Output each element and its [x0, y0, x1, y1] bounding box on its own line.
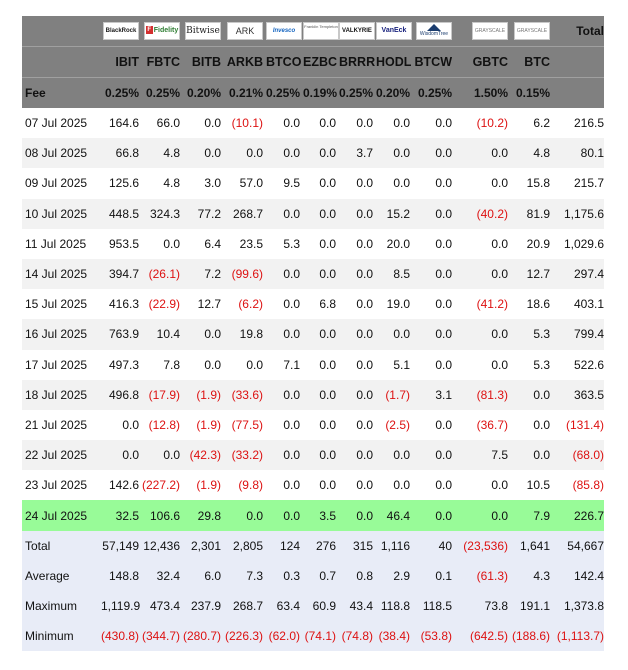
flow-cell: 0.0 — [339, 229, 376, 259]
flow-cell: (17.9) — [142, 380, 183, 410]
flow-cell: 12,436 — [142, 531, 183, 561]
row-total-cell: 54,667 — [553, 531, 604, 561]
fee-cell: 0.25% — [266, 78, 303, 109]
ticker-cell: BTCW — [413, 47, 455, 78]
flow-cell: 315 — [339, 531, 376, 561]
flow-cell: 15.8 — [511, 168, 553, 198]
flow-cell: 73.8 — [455, 591, 511, 621]
flow-cell: 29.8 — [183, 500, 224, 530]
date-cell: 11 Jul 2025 — [22, 229, 101, 259]
summary-row — [22, 531, 604, 561]
summary-label: Minimum — [22, 621, 101, 651]
flow-cell: 19.0 — [376, 289, 413, 319]
flow-cell: 0.0 — [183, 319, 224, 349]
flow-cell: (6.2) — [224, 289, 266, 319]
flow-cell: 0.0 — [303, 138, 339, 168]
ticker-cell: GBTC — [455, 47, 511, 78]
etf-flow-table — [22, 16, 604, 651]
flow-cell: 118.8 — [376, 591, 413, 621]
flow-cell: 1,116 — [376, 531, 413, 561]
flow-cell: 0.0 — [303, 259, 339, 289]
flow-cell: 7.8 — [142, 350, 183, 380]
flow-cell: 0.0 — [455, 229, 511, 259]
flow-cell: 5.3 — [511, 350, 553, 380]
flow-cell: 191.1 — [511, 591, 553, 621]
valkyrie-logo: VALKYRIE — [339, 22, 375, 40]
flow-cell: 0.0 — [339, 319, 376, 349]
row-total-cell: 522.6 — [553, 350, 604, 380]
flow-cell: 63.4 — [266, 591, 303, 621]
flow-cell: 32.5 — [101, 500, 142, 530]
row-total-cell: 799.4 — [553, 319, 604, 349]
flow-cell: 0.0 — [266, 289, 303, 319]
flow-cell: 0.0 — [266, 138, 303, 168]
data-row — [22, 259, 604, 289]
flow-cell: (1.7) — [376, 380, 413, 410]
flow-cell: (22.9) — [142, 289, 183, 319]
flow-cell: 15.2 — [376, 199, 413, 229]
date-cell: 23 Jul 2025 — [22, 470, 101, 500]
flow-cell: 10.4 — [142, 319, 183, 349]
flow-cell: 46.4 — [376, 500, 413, 530]
row-total-cell: 1,029.6 — [553, 229, 604, 259]
flow-cell: 0.0 — [224, 500, 266, 530]
flow-cell: 0.0 — [413, 199, 455, 229]
flow-cell: 3.5 — [303, 500, 339, 530]
fee-label: Fee — [22, 78, 101, 109]
flow-cell: 0.1 — [413, 561, 455, 591]
flow-cell: 0.0 — [413, 168, 455, 198]
flow-cell: (53.8) — [413, 621, 455, 651]
flow-cell: (42.3) — [183, 440, 224, 470]
flow-cell: 10.5 — [511, 470, 553, 500]
row-total-cell: (68.0) — [553, 440, 604, 470]
summary-label: Average — [22, 561, 101, 591]
flow-cell: 5.1 — [376, 350, 413, 380]
flow-cell: (74.1) — [303, 621, 339, 651]
flow-cell: 0.0 — [303, 108, 339, 138]
flow-cell: 66.8 — [101, 138, 142, 168]
flow-cell: 0.0 — [339, 168, 376, 198]
flow-cell: 60.9 — [303, 591, 339, 621]
flow-cell: 6.4 — [183, 229, 224, 259]
flow-cell: 0.0 — [303, 319, 339, 349]
flow-cell: (74.8) — [339, 621, 376, 651]
flow-cell: 7.1 — [266, 350, 303, 380]
table-body — [22, 108, 604, 651]
flow-cell: 81.9 — [511, 199, 553, 229]
data-row — [22, 199, 604, 229]
flow-cell: (40.2) — [455, 199, 511, 229]
flow-cell: 0.0 — [266, 319, 303, 349]
date-cell: 10 Jul 2025 — [22, 199, 101, 229]
flow-cell: 40 — [413, 531, 455, 561]
flow-cell: 0.0 — [183, 108, 224, 138]
flow-cell: 0.0 — [413, 410, 455, 440]
flow-cell: 7.3 — [224, 561, 266, 591]
fidelity-mark-icon: F — [147, 27, 152, 34]
flow-cell: 0.0 — [413, 350, 455, 380]
flow-cell: 0.0 — [266, 108, 303, 138]
flow-cell: 0.0 — [413, 319, 455, 349]
flow-cell: (10.2) — [455, 108, 511, 138]
flow-cell: 19.8 — [224, 319, 266, 349]
flow-cell: 6.2 — [511, 108, 553, 138]
franklin-templeton-logo: Franklin Templeton — [303, 22, 339, 40]
fee-cell: 0.25% — [339, 78, 376, 109]
grayscale-mini-logo: GRAYSCALE — [514, 22, 550, 40]
grayscale-logo: GRAYSCALE — [472, 22, 508, 40]
ticker-row — [22, 47, 604, 78]
flow-cell: 394.7 — [101, 259, 142, 289]
flow-cell: 0.0 — [339, 470, 376, 500]
flow-cell: 0.0 — [183, 350, 224, 380]
flow-cell: 237.9 — [183, 591, 224, 621]
flow-cell: 0.0 — [142, 229, 183, 259]
date-cell: 24 Jul 2025 — [22, 500, 101, 530]
flow-cell: 4.3 — [511, 561, 553, 591]
fee-row — [22, 78, 604, 109]
date-cell: 07 Jul 2025 — [22, 108, 101, 138]
flow-cell: 43.4 — [339, 591, 376, 621]
flow-cell: 0.0 — [376, 108, 413, 138]
flow-cell: 0.0 — [303, 440, 339, 470]
flow-cell: (10.1) — [224, 108, 266, 138]
flow-cell: 0.0 — [339, 259, 376, 289]
row-total-cell: 1,373.8 — [553, 591, 604, 621]
ticker-cell: BRRR — [339, 47, 376, 78]
data-row — [22, 319, 604, 349]
data-row — [22, 108, 604, 138]
flow-cell: 0.0 — [142, 440, 183, 470]
flow-cell: 953.5 — [101, 229, 142, 259]
date-cell: 17 Jul 2025 — [22, 350, 101, 380]
data-row — [22, 470, 604, 500]
flow-cell: 0.0 — [455, 168, 511, 198]
flow-cell: 118.5 — [413, 591, 455, 621]
flow-cell: 473.4 — [142, 591, 183, 621]
flow-cell: (1.9) — [183, 380, 224, 410]
flow-cell: (280.7) — [183, 621, 224, 651]
flow-cell: 1,641 — [511, 531, 553, 561]
flow-cell: 0.0 — [455, 138, 511, 168]
flow-cell: (38.4) — [376, 621, 413, 651]
flow-cell: 763.9 — [101, 319, 142, 349]
row-total-cell: 215.7 — [553, 168, 604, 198]
flow-cell: 0.0 — [413, 289, 455, 319]
flow-cell: 3.1 — [413, 380, 455, 410]
flow-cell: 6.0 — [183, 561, 224, 591]
flow-cell: 4.8 — [142, 138, 183, 168]
flow-cell: 57.0 — [224, 168, 266, 198]
flow-cell: (430.8) — [101, 621, 142, 651]
flow-cell: 0.0 — [303, 229, 339, 259]
fidelity-logo: F Fidelity — [144, 22, 180, 40]
flow-cell: 0.0 — [376, 319, 413, 349]
data-row — [22, 380, 604, 410]
flow-cell: (77.5) — [224, 410, 266, 440]
flow-cell: (36.7) — [455, 410, 511, 440]
flow-cell: (9.8) — [224, 470, 266, 500]
flow-cell: 9.5 — [266, 168, 303, 198]
flow-cell: 124 — [266, 531, 303, 561]
row-total-cell: 142.4 — [553, 561, 604, 591]
flow-cell: (33.6) — [224, 380, 266, 410]
flow-cell: 0.0 — [303, 168, 339, 198]
flow-cell: 0.0 — [511, 410, 553, 440]
summary-label: Maximum — [22, 591, 101, 621]
flow-cell: 0.0 — [376, 138, 413, 168]
corner-cell — [22, 16, 101, 47]
flow-cell: 0.0 — [413, 440, 455, 470]
flow-cell: 0.0 — [303, 410, 339, 440]
flow-cell: 20.9 — [511, 229, 553, 259]
summary-row — [22, 591, 604, 621]
flow-cell: 448.5 — [101, 199, 142, 229]
data-row — [22, 410, 604, 440]
flow-cell: 66.0 — [142, 108, 183, 138]
flow-cell: (12.8) — [142, 410, 183, 440]
data-row — [22, 500, 604, 530]
flow-cell: (61.3) — [455, 561, 511, 591]
flow-cell: 0.3 — [266, 561, 303, 591]
row-total-cell: 80.1 — [553, 138, 604, 168]
flow-cell: 164.6 — [101, 108, 142, 138]
flow-cell: (41.2) — [455, 289, 511, 319]
flow-cell: 4.8 — [511, 138, 553, 168]
flow-cell: 0.0 — [339, 350, 376, 380]
flow-cell: 0.0 — [224, 138, 266, 168]
fee-cell: 0.25% — [101, 78, 142, 109]
fee-cell: 0.20% — [376, 78, 413, 109]
flow-cell: 1,119.9 — [101, 591, 142, 621]
flow-cell: 0.0 — [266, 380, 303, 410]
fee-cell: 1.50% — [455, 78, 511, 109]
flow-cell: 324.3 — [142, 199, 183, 229]
flow-cell: 5.3 — [266, 229, 303, 259]
fee-cell: 0.25% — [142, 78, 183, 109]
flow-cell: 0.0 — [303, 199, 339, 229]
flow-cell: 7.9 — [511, 500, 553, 530]
flow-cell: 0.0 — [266, 410, 303, 440]
flow-cell: 32.4 — [142, 561, 183, 591]
row-total-cell: 1,175.6 — [553, 199, 604, 229]
flow-cell: 4.8 — [142, 168, 183, 198]
fee-cell: 0.15% — [511, 78, 553, 109]
ticker-cell: IBIT — [101, 47, 142, 78]
ticker-cell: HODL — [376, 47, 413, 78]
flow-cell: 6.8 — [303, 289, 339, 319]
flow-cell: 0.0 — [413, 108, 455, 138]
ticker-cell: ARKB — [224, 47, 266, 78]
date-cell: 18 Jul 2025 — [22, 380, 101, 410]
flow-cell: (23,536) — [455, 531, 511, 561]
flow-cell: 0.0 — [339, 410, 376, 440]
row-total-cell: 403.1 — [553, 289, 604, 319]
ticker-cell: BTCO — [266, 47, 303, 78]
flow-cell: 0.0 — [339, 199, 376, 229]
date-cell: 16 Jul 2025 — [22, 319, 101, 349]
row-total-cell: (1,113.7) — [553, 621, 604, 651]
flow-cell: 57,149 — [101, 531, 142, 561]
row-total-cell: 216.5 — [553, 108, 604, 138]
flow-cell: 12.7 — [511, 259, 553, 289]
flow-cell: 2,805 — [224, 531, 266, 561]
flow-cell: 148.8 — [101, 561, 142, 591]
flow-cell: 0.0 — [339, 289, 376, 319]
ticker-cell: BITB — [183, 47, 224, 78]
data-row — [22, 229, 604, 259]
flow-cell: (188.6) — [511, 621, 553, 651]
flow-cell: 0.0 — [183, 138, 224, 168]
ticker-cell: EZBC — [303, 47, 339, 78]
flow-cell: 0.0 — [455, 319, 511, 349]
date-cell: 08 Jul 2025 — [22, 138, 101, 168]
flow-cell: (26.1) — [142, 259, 183, 289]
summary-row — [22, 561, 604, 591]
flow-cell: 0.0 — [455, 500, 511, 530]
flow-cell: 0.0 — [339, 380, 376, 410]
blackrock-logo: BlackRock — [103, 22, 139, 40]
flow-cell: (227.2) — [142, 470, 183, 500]
flow-cell: 0.0 — [413, 259, 455, 289]
flow-cell: 3.7 — [339, 138, 376, 168]
row-total-cell: (131.4) — [553, 410, 604, 440]
bitwise-logo: Bitwise — [185, 22, 221, 40]
flow-cell: 0.0 — [266, 440, 303, 470]
flow-cell: (33.2) — [224, 440, 266, 470]
fee-cell: 0.20% — [183, 78, 224, 109]
summary-label: Total — [22, 531, 101, 561]
data-row — [22, 168, 604, 198]
flow-cell: 106.6 — [142, 500, 183, 530]
flow-cell: 77.2 — [183, 199, 224, 229]
flow-cell: 496.8 — [101, 380, 142, 410]
flow-cell: 0.0 — [455, 470, 511, 500]
flow-cell: 0.0 — [339, 108, 376, 138]
flow-cell: 0.0 — [224, 350, 266, 380]
flow-cell: 0.0 — [266, 470, 303, 500]
data-row — [22, 289, 604, 319]
logo-row — [22, 16, 604, 47]
flow-cell: (226.3) — [224, 621, 266, 651]
data-row — [22, 350, 604, 380]
fee-cell: 0.19% — [303, 78, 339, 109]
flow-cell: 0.0 — [303, 470, 339, 500]
flow-cell: 2.9 — [376, 561, 413, 591]
flow-cell: 7.2 — [183, 259, 224, 289]
flow-cell: 3.0 — [183, 168, 224, 198]
flow-cell: 0.0 — [101, 410, 142, 440]
data-row — [22, 440, 604, 470]
flow-cell: 20.0 — [376, 229, 413, 259]
flow-cell: 8.5 — [376, 259, 413, 289]
row-total-cell: (85.8) — [553, 470, 604, 500]
flow-cell: 0.0 — [339, 440, 376, 470]
flow-cell: 0.0 — [266, 259, 303, 289]
fee-cell: 0.21% — [224, 78, 266, 109]
flow-cell: 0.0 — [413, 138, 455, 168]
flow-cell: (344.7) — [142, 621, 183, 651]
flow-cell: 0.0 — [413, 470, 455, 500]
date-cell: 15 Jul 2025 — [22, 289, 101, 319]
flow-cell: 0.0 — [376, 470, 413, 500]
wisdomtree-logo: WisdomTree — [416, 22, 452, 40]
flow-cell: 0.0 — [511, 380, 553, 410]
flow-cell: (99.6) — [224, 259, 266, 289]
fee-cell: 0.25% — [413, 78, 455, 109]
flow-cell: 268.7 — [224, 591, 266, 621]
flow-cell: (2.5) — [376, 410, 413, 440]
flow-cell: (1.9) — [183, 470, 224, 500]
ticker-cell: FBTC — [142, 47, 183, 78]
flow-cell: 2,301 — [183, 531, 224, 561]
flow-cell: (1.9) — [183, 410, 224, 440]
flow-cell: 142.6 — [101, 470, 142, 500]
ark-logo: ARK — [227, 22, 263, 40]
flow-cell: (62.0) — [266, 621, 303, 651]
flow-cell: 0.0 — [303, 380, 339, 410]
flow-cell: 18.6 — [511, 289, 553, 319]
row-total-cell: 363.5 — [553, 380, 604, 410]
flow-cell: 268.7 — [224, 199, 266, 229]
flow-cell: 0.0 — [413, 500, 455, 530]
flow-cell: 0.0 — [413, 229, 455, 259]
flow-cell: 0.8 — [339, 561, 376, 591]
flow-cell: 0.0 — [266, 500, 303, 530]
date-cell: 22 Jul 2025 — [22, 440, 101, 470]
ticker-cell: BTC — [511, 47, 553, 78]
date-cell: 21 Jul 2025 — [22, 410, 101, 440]
flow-cell: 276 — [303, 531, 339, 561]
flow-cell: 0.0 — [376, 168, 413, 198]
flow-cell: 0.7 — [303, 561, 339, 591]
flow-cell: (642.5) — [455, 621, 511, 651]
wisdomtree-mark-icon — [427, 24, 441, 31]
flow-cell: 12.7 — [183, 289, 224, 319]
flow-cell: 0.0 — [511, 440, 553, 470]
total-column-header: Total — [553, 16, 604, 47]
vaneck-logo: VanEck — [376, 22, 412, 40]
summary-row — [22, 621, 604, 651]
flow-cell: 7.5 — [455, 440, 511, 470]
flow-cell: 23.5 — [224, 229, 266, 259]
row-total-cell: 297.4 — [553, 259, 604, 289]
flow-cell: 5.3 — [511, 319, 553, 349]
flow-cell: 125.6 — [101, 168, 142, 198]
data-row — [22, 138, 604, 168]
date-cell: 09 Jul 2025 — [22, 168, 101, 198]
flow-cell: 0.0 — [101, 440, 142, 470]
date-cell: 14 Jul 2025 — [22, 259, 101, 289]
row-total-cell: 226.7 — [553, 500, 604, 530]
flow-cell: 0.0 — [455, 259, 511, 289]
flow-cell: 0.0 — [266, 199, 303, 229]
flow-cell: (81.3) — [455, 380, 511, 410]
flow-cell: 0.0 — [455, 350, 511, 380]
flow-cell: 0.0 — [339, 500, 376, 530]
flow-cell: 416.3 — [101, 289, 142, 319]
invesco-logo: Invesco — [266, 22, 302, 40]
flow-cell: 0.0 — [303, 350, 339, 380]
flow-cell: 497.3 — [101, 350, 142, 380]
flow-cell: 0.0 — [376, 440, 413, 470]
